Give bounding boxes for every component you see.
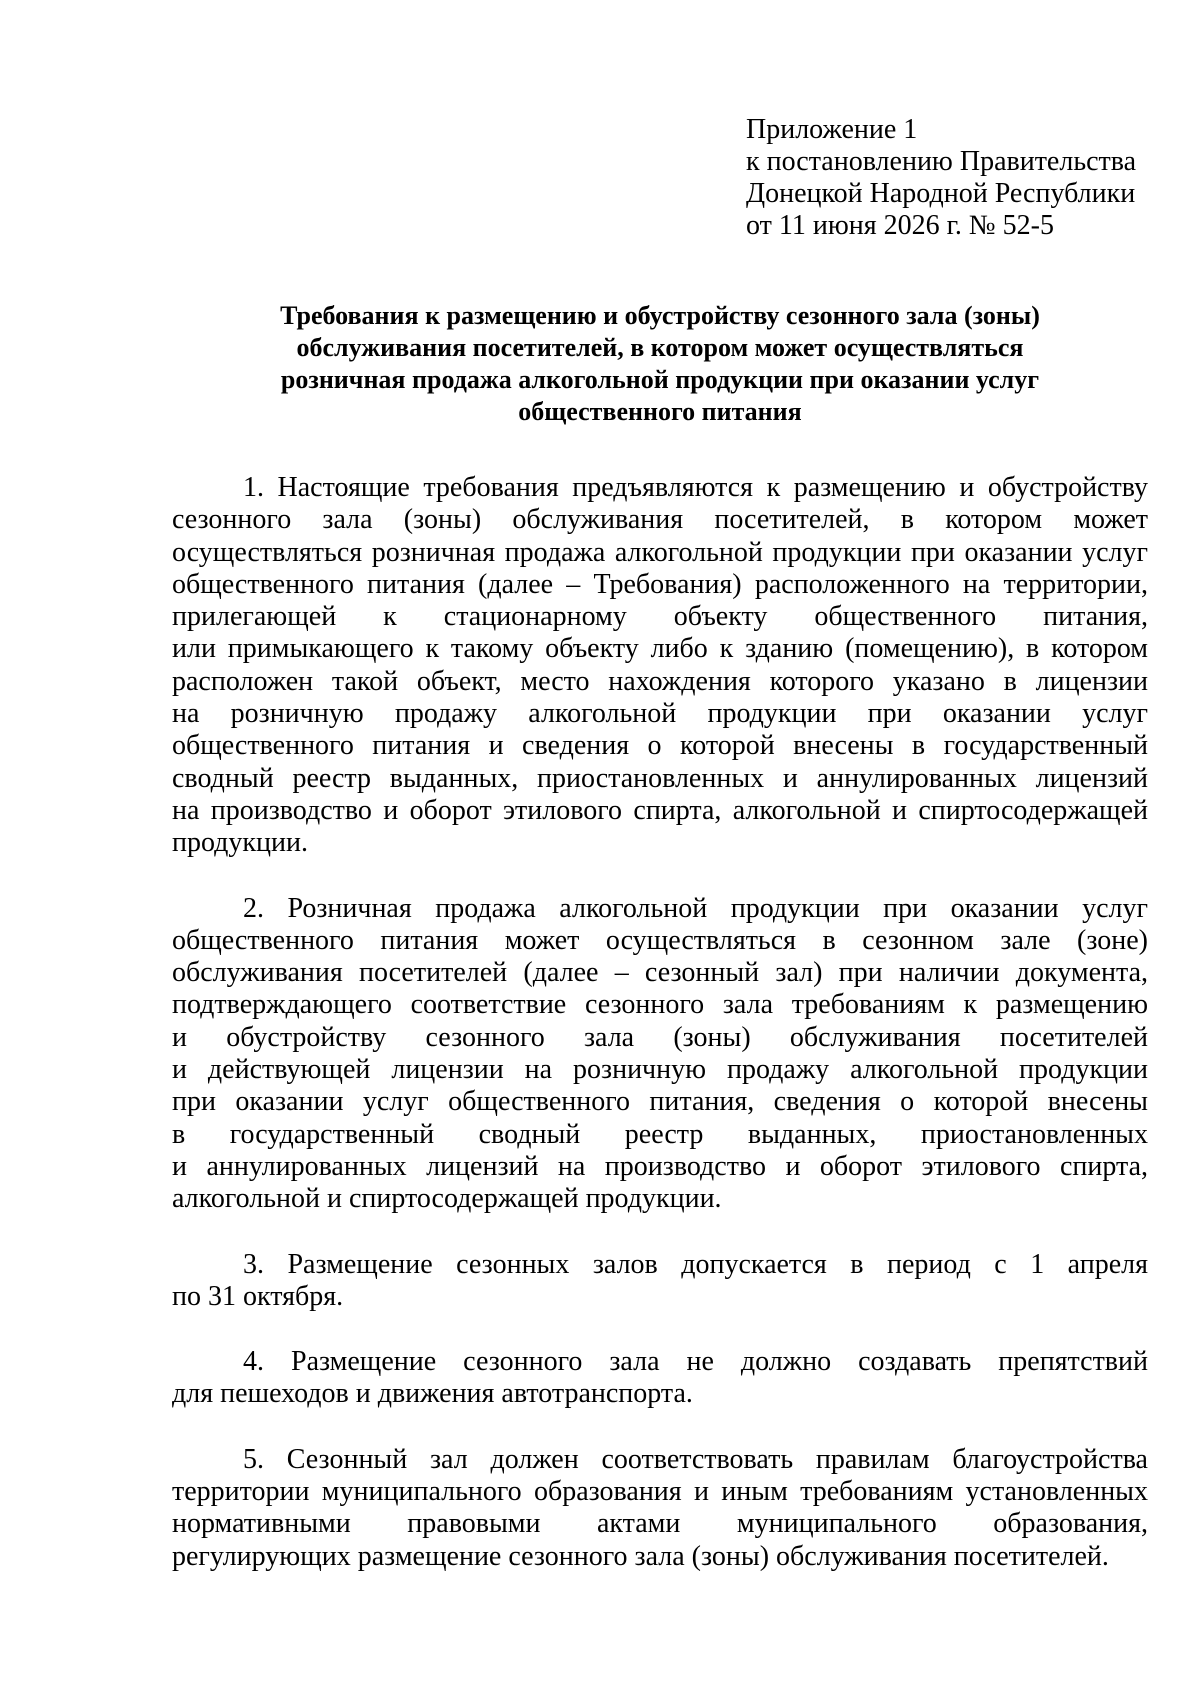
paragraph-line: прилегающей к стационарному объекту общественного питания,	[172, 601, 1148, 633]
paragraph-line: подтверждающего соответствие сезонного зала требованиям к размещению	[172, 989, 1148, 1021]
paragraph-line: алкогольной и спиртосодержащей продукции.	[172, 1183, 722, 1215]
paragraph-line: или примыкающего к такому объекту либо к зданию (помещению), в котором	[172, 633, 1148, 665]
paragraph-3	[172, 1249, 1148, 1314]
paragraph-line: и действующей лицензии на розничную продажу алкогольной продукции	[172, 1054, 1148, 1086]
paragraph-line: 3. Размещение сезонных залов допускается в период с 1 апреля	[243, 1248, 1148, 1280]
paragraph-line: общественного питания может осуществляться в сезонном зале (зоне)	[172, 924, 1148, 956]
paragraph-line: при оказании услуг общественного питания, сведения о которой внесены	[172, 1086, 1148, 1118]
paragraph-line: 1. Настоящие требования предъявляются к размещению и обустройству	[243, 472, 1148, 503]
paragraph-line: и обустройству сезонного зала (зоны) обслуживания посетителей	[172, 1021, 1148, 1053]
paragraph-2	[172, 893, 1148, 1216]
paragraph-line: общественного питания и сведения о которой внесены в государственный	[172, 730, 1148, 762]
paragraph-line: регулирующих размещение сезонного зала (зоны) обслуживания посетителей.	[172, 1540, 1109, 1572]
paragraph-line: 4. Размещение сезонного зала не должно создавать препятствий	[243, 1346, 1148, 1378]
appendix-line: от 11 июня 2026 г. № 52-5	[746, 210, 1054, 241]
paragraph-line: и аннулированных лицензий на производство и оборот этилового спирта,	[172, 1150, 1148, 1182]
paragraph-line: нормативными правовыми актами муниципального образования,	[172, 1508, 1148, 1540]
paragraph-line: для пешеходов и движения автотранспорта.	[172, 1378, 693, 1410]
document-title	[172, 300, 1148, 428]
paragraph-line: сезонного зала (зоны) обслуживания посетителей, в котором может	[172, 504, 1148, 536]
title-line: общественного питания	[518, 397, 802, 426]
paragraph-line: на розничную продажу алкогольной продукции при оказании услуг	[172, 698, 1148, 730]
appendix-header	[746, 114, 1166, 242]
paragraph-line: территории муниципального образования и иным требованиям установленных	[172, 1476, 1148, 1508]
paragraph-line: сводный реестр выданных, приостановленных и аннулированных лицензий	[172, 762, 1148, 794]
paragraph-line: на производство и оборот этилового спирта, алкогольной и спиртосодержащей	[172, 794, 1148, 826]
paragraph-4	[172, 1346, 1148, 1411]
paragraph-line: расположен такой объект, место нахождения которого указано в лицензии	[172, 665, 1148, 697]
title-line: обслуживания посетителей, в котором может осуществляться	[296, 333, 1024, 362]
title-line: Требования к размещению и обустройству сезонного зала (зоны)	[280, 301, 1040, 330]
paragraph-line: осуществляться розничная продажа алкогольной продукции при оказании услуг	[172, 536, 1148, 568]
appendix-line: Донецкой Народной Республики	[746, 178, 1136, 209]
paragraph-line: по 31 октября.	[172, 1280, 344, 1312]
appendix-line: Приложение 1	[746, 114, 918, 145]
paragraph-1	[172, 472, 1148, 860]
paragraph-line: 2. Розничная продажа алкогольной продукции при оказании услуг	[243, 892, 1148, 924]
paragraph-5	[172, 1444, 1148, 1573]
paragraph-line: обслуживания посетителей (далее – сезонный зал) при наличии документа,	[172, 957, 1148, 989]
document-body	[172, 472, 1148, 1606]
paragraph-line: продукции.	[172, 827, 308, 859]
paragraph-line: 5. Сезонный зал должен соответствовать правилам благоустройства	[243, 1443, 1148, 1475]
paragraph-line: в государственный сводный реестр выданных, приостановленных	[172, 1118, 1148, 1150]
appendix-line: к постановлению Правительства	[746, 146, 1137, 177]
paragraph-line: общественного питания (далее – Требования) расположенного на территории,	[172, 568, 1148, 600]
title-line: розничная продажа алкогольной продукции при оказании услуг	[280, 365, 1040, 394]
